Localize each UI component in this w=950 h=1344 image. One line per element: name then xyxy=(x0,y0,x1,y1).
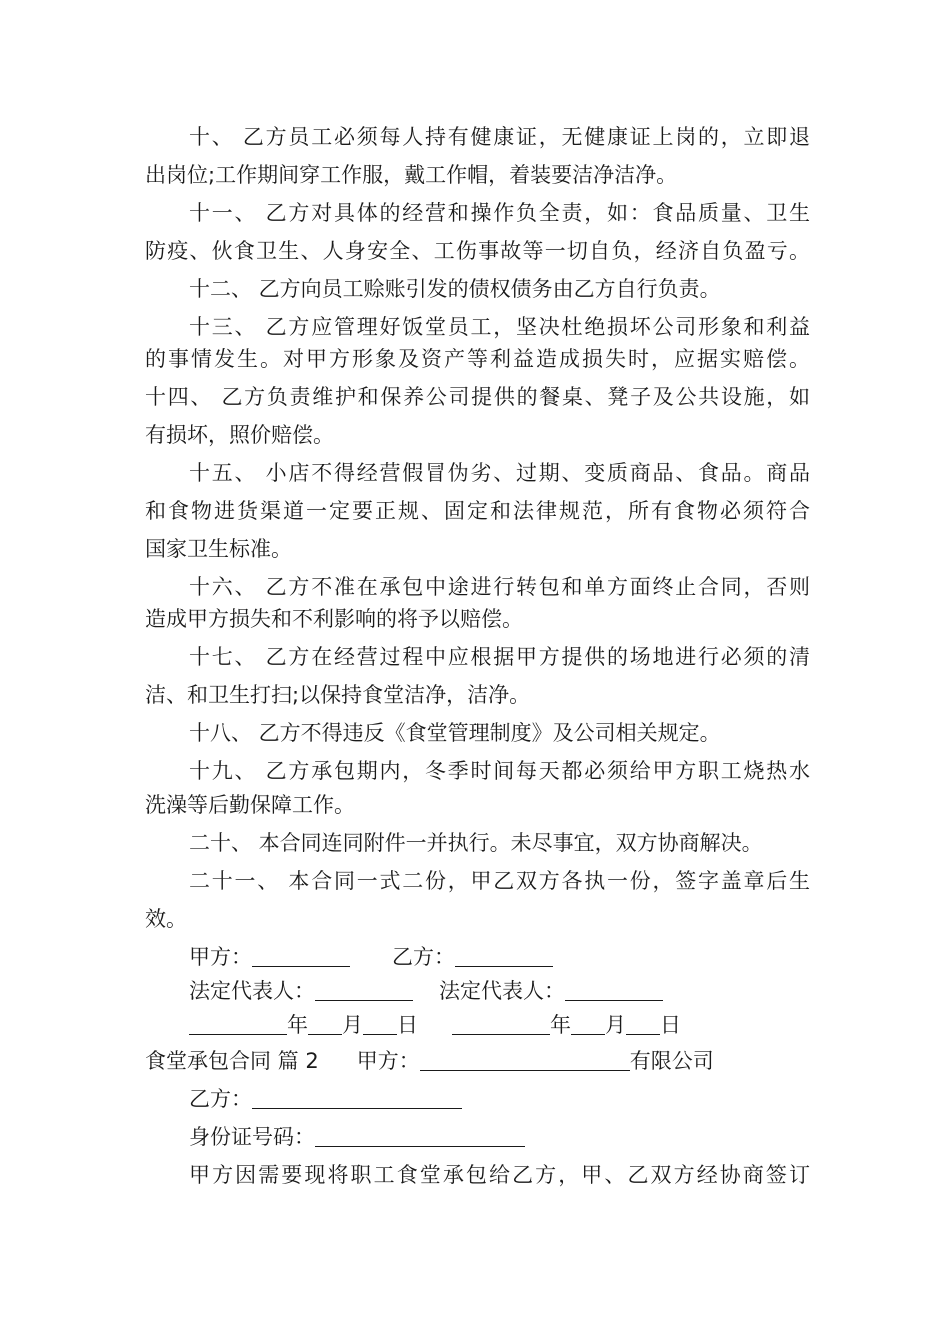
signature-date-row xyxy=(189,1011,810,1039)
contract2-party-a-blank xyxy=(420,1050,630,1071)
party-b-rep-label: 法定代表人： xyxy=(439,979,565,1003)
clause-11-line-1: 十一、 乙方对具体的经营和操作负全责，如：食品质量、卫生 xyxy=(189,201,810,225)
party-b-rep-blank xyxy=(565,980,663,1001)
party-a-month-label: 月 xyxy=(342,1013,363,1037)
party-a-month-blank xyxy=(308,1014,342,1035)
party-a-year-blank xyxy=(189,1014,287,1035)
contract2-title: 食堂承包合同 篇 2 xyxy=(145,1049,319,1073)
contract2-party-b-row xyxy=(189,1085,810,1113)
contract2-header-row xyxy=(145,1047,810,1075)
contract2-id-label: 身份证号码： xyxy=(189,1125,315,1149)
party-b-day-blank xyxy=(626,1014,660,1035)
clause-18-line-1: 十八、 乙方不得违反《食堂管理制度》及公司相关规定。 xyxy=(189,721,721,745)
party-b-month-blank xyxy=(571,1014,605,1035)
party-b-day-label: 日 xyxy=(660,1013,681,1037)
clause-14-line-2: 有损坏，照价赔偿。 xyxy=(145,423,334,447)
party-b-year-label: 年 xyxy=(550,1013,571,1037)
party-a-year-label: 年 xyxy=(287,1013,308,1037)
clause-10-line-2: 出岗位;工作期间穿工作服，戴工作帽，着装要洁净洁净。 xyxy=(145,163,678,187)
contract2-company-suffix: 有限公司 xyxy=(629,1049,714,1073)
signature-parties-row xyxy=(189,943,810,971)
clause-19-line-2: 洗澡等后勤保障工作。 xyxy=(145,793,355,817)
party-a-rep-label: 法定代表人： xyxy=(189,979,315,1003)
clause-17-line-2: 洁、和卫生打扫;以保持食堂洁净，洁净。 xyxy=(145,683,531,707)
clause-15-line-3: 国家卫生标准。 xyxy=(145,537,292,561)
clause-21-line-1: 二十一、 本合同一式二份，甲乙双方各执一份，签字盖章后生 xyxy=(189,869,810,893)
clause-21-line-2: 效。 xyxy=(145,907,187,931)
clause-10-line-1: 十、 乙方员工必须每人持有健康证，无健康证上岗的，立即退 xyxy=(189,125,810,149)
party-a-label: 甲方： xyxy=(189,945,252,969)
clause-16-line-1: 十六、 乙方不准在承包中途进行转包和单方面终止合同，否则 xyxy=(189,575,810,599)
contract2-id-row xyxy=(189,1123,810,1151)
contract2-party-b-label: 乙方： xyxy=(189,1087,252,1111)
party-b-year-blank xyxy=(452,1014,550,1035)
contract2-party-a-label: 甲方： xyxy=(356,1049,420,1073)
clause-13-line-2: 的事情发生。对甲方形象及资产等利益造成损失时，应据实赔偿。 xyxy=(145,347,810,371)
clause-15-line-1: 十五、 小店不得经营假冒伪劣、过期、变质商品、食品。商品 xyxy=(189,461,810,485)
clause-16-line-2: 造成甲方损失和不利影响的将予以赔偿。 xyxy=(145,607,523,631)
clause-17-line-1: 十七、 乙方在经营过程中应根据甲方提供的场地进行必须的清 xyxy=(189,645,810,669)
contract2-id-blank xyxy=(315,1126,525,1147)
clause-19-line-1: 十九、 乙方承包期内，冬季时间每天都必须给甲方职工烧热水 xyxy=(189,759,810,783)
signature-rep-row xyxy=(189,977,810,1005)
contract2-intro-line: 甲方因需要现将职工食堂承包给乙方，甲、乙双方经协商签订 xyxy=(189,1163,810,1187)
party-a-rep-blank xyxy=(315,980,413,1001)
party-b-month-label: 月 xyxy=(605,1013,626,1037)
clause-13-line-1: 十三、 乙方应管理好饭堂员工，坚决杜绝损坏公司形象和利益 xyxy=(189,315,810,339)
clause-20-line-1: 二十、 本合同连同附件一并执行。未尽事宜，双方协商解决。 xyxy=(189,831,763,855)
clause-12-line-1: 十二、 乙方向员工赊账引发的债权债务由乙方自行负责。 xyxy=(189,277,721,301)
clause-11-line-2: 防疫、伙食卫生、人身安全、工伤事故等一切自负，经济自负盈亏。 xyxy=(145,239,810,263)
clause-14-line-1: 十四、 乙方负责维护和保养公司提供的餐桌、凳子及公共设施，如 xyxy=(145,385,810,409)
party-b-label: 乙方： xyxy=(392,945,455,969)
party-a-day-blank xyxy=(363,1014,397,1035)
party-a-day-label: 日 xyxy=(397,1013,418,1037)
party-b-blank xyxy=(455,946,553,967)
party-a-blank xyxy=(252,946,350,967)
clause-15-line-2: 和食物进货渠道一定要正规、固定和法律规范，所有食物必须符合 xyxy=(145,499,810,523)
contract2-party-b-blank xyxy=(252,1088,462,1109)
